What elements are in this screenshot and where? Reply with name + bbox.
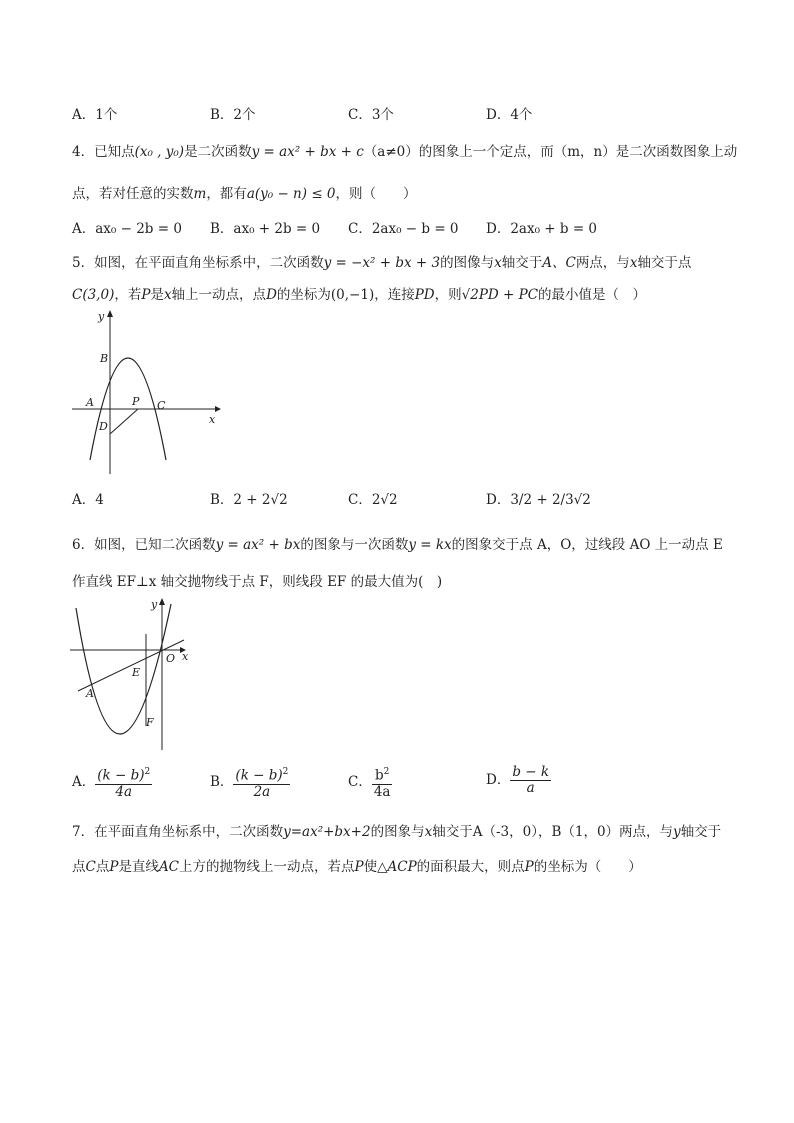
q5-segment: PD (414, 287, 435, 303)
q5-expression: √2PD + PC (461, 287, 539, 303)
q7-text: 点 (72, 859, 86, 875)
q5-line-1 (72, 251, 691, 271)
q5-text: 的最小值是（ ） (538, 287, 647, 303)
q7-line-1 (72, 820, 721, 840)
q4-text: 点，若对任意的实数 (72, 186, 194, 202)
q5-text: ，若 (114, 287, 142, 303)
q3-option-c: C．3个 (348, 107, 394, 123)
q6-text: 6．如图，已知二次函数 (72, 537, 216, 553)
q5-coordinate: (0,−1) (330, 287, 375, 303)
q7-line-2 (72, 855, 642, 875)
q5-option-a: A．4 (72, 492, 104, 508)
q5-text: 的坐标为 (276, 287, 331, 303)
q5-text: 两点，与 (575, 255, 630, 271)
q4-text: ，则（ ） (335, 186, 417, 202)
q5-text: 轴上一动点，点 (171, 287, 267, 303)
q6-label-y: y (151, 598, 158, 611)
q6-figure (70, 596, 196, 752)
q7-text: 上方的抛物线上一动点，若点 (179, 859, 355, 875)
q6-label-a: A (86, 687, 94, 700)
q7-variable: C (85, 859, 96, 875)
q6-option-b-fraction: $\frac{(k - b)^2}{2a}$ (235, 767, 289, 800)
q6-linear: y = kx (408, 537, 452, 553)
q5-text: 轴交于 (501, 255, 543, 271)
q5-x-arrow-icon (215, 406, 221, 412)
q7-text: 的图象与 (370, 824, 425, 840)
q6-option-d-fraction: $\frac{b - k}{a}$ (512, 764, 550, 796)
q5-points: A、C (542, 255, 576, 271)
q6-option-c-label: C． (348, 773, 372, 790)
q5-option-b: B．2 + 2√2 (210, 492, 288, 508)
q4-option-b: B．ax₀ + 2b = 0 (210, 221, 321, 237)
q4-text: ，都有 (206, 186, 247, 202)
q6-option-d (486, 765, 551, 796)
q5-y-arrow-icon (107, 310, 113, 317)
q6-option-b-label: B． (210, 773, 234, 790)
q5-segment-pd (110, 409, 138, 434)
q7-text: 是直线 (118, 859, 159, 875)
q4-condition: （a≠0） (363, 144, 419, 160)
q7-text: 7．在平面直角坐标系中，二次函数 (72, 824, 284, 840)
q6-quadratic: y = ax² + bx (215, 537, 301, 553)
q4-function: y = ax² + bx + c (251, 144, 364, 160)
q6-label-f: F (146, 716, 154, 729)
q4-line-2 (72, 182, 417, 202)
q4-option-c: C．2ax₀ − b = 0 (348, 221, 459, 237)
q6-text: 的图象交于点 A，O，过线段 AO 上一动点 E (451, 537, 723, 553)
q5-text: ，连接 (374, 287, 415, 303)
q6-label-x: x (182, 650, 189, 663)
q7-text: 轴交于 (680, 824, 722, 840)
q7-variable: y (673, 824, 681, 840)
q5-label-b: B (100, 352, 109, 365)
q7-segment: AC (158, 859, 180, 875)
q6-option-a (72, 765, 152, 800)
q3-option-d: D．4个 (486, 107, 533, 123)
q5-label-a: A (86, 396, 94, 409)
q6-option-b (210, 765, 290, 800)
q5-variable: x (629, 255, 638, 271)
q7-variable: P (524, 859, 534, 875)
q4-option-a: A．ax₀ − 2b = 0 (72, 221, 182, 237)
q7-triangle: △ACP (377, 859, 417, 875)
q7-variable: P (354, 859, 364, 875)
q7-variable: P (109, 859, 119, 875)
q5-function: y = −x² + bx + 3 (323, 255, 441, 271)
q4-text: 是二次函数 (184, 144, 252, 160)
q4-point: (x₀ , y₀) (134, 144, 185, 160)
q6-option-a-label: A． (72, 773, 96, 790)
q5-variable: x (163, 287, 172, 303)
q5-text: 轴交于点 (637, 255, 692, 271)
q5-text: ，则 (434, 287, 462, 303)
q4-option-d: D．2ax₀ + b = 0 (486, 221, 598, 237)
q5-label-p: P (132, 395, 140, 408)
q6-option-a-fraction: $\frac{(k - b)^2}{4a}$ (97, 767, 151, 800)
q6-text: 的图象与一次函数 (300, 537, 409, 553)
q4-text: 4．已知点 (72, 144, 135, 160)
q5-label-x: x (209, 413, 216, 426)
q6-line-ao (78, 640, 184, 691)
q6-label-o: O (166, 652, 176, 665)
q5-variable: D (266, 287, 277, 303)
q5-option-d: D．3/2 + 2/3√2 (486, 492, 591, 508)
q7-text: 的面积最大，则点 (416, 859, 525, 875)
q5-text: 5．如图，在平面直角坐标系中，二次函数 (72, 255, 324, 271)
q4-inequality: a(y₀ − n) ≤ 0 (246, 186, 336, 202)
q7-points: A（-3，0），B（1，0）两点，与 (472, 824, 674, 840)
q5-option-c: C．2√2 (348, 492, 398, 508)
q5-text: 是 (150, 287, 164, 303)
q5-label-y: y (98, 310, 105, 323)
q5-point-c: C(3,0) (72, 287, 115, 303)
q5-variable: P (141, 287, 151, 303)
q3-option-b: B．2个 (210, 107, 256, 123)
q6-line-2: 作直线 EF⊥x 轴交抛物线于点 F，则线段 EF 的最大值为( ) (72, 574, 443, 590)
q6-line-1 (72, 533, 723, 553)
q7-text: 点 (95, 859, 110, 875)
q6-label-e: E (132, 666, 141, 679)
q5-figure (72, 308, 222, 478)
q7-text: 的坐标为（ ） (533, 859, 642, 875)
q7-variable: x (424, 824, 433, 840)
q3-option-a: A．1个 (72, 107, 118, 123)
q5-label-c: C (157, 399, 166, 412)
q5-variable: x (494, 255, 502, 271)
q4-text: 的图象上一个定点，而（m，n）是二次函数图象上动 (418, 144, 738, 160)
q5-label-d: D (99, 420, 108, 433)
q6-option-c-fraction: $\frac{b^2}{4a}$ (373, 767, 391, 800)
q7-text: 轴交于 (432, 824, 473, 840)
q6-option-c (348, 765, 392, 800)
q5-line-2 (72, 283, 646, 303)
q6-y-arrow-icon (159, 598, 165, 605)
q7-text: 使 (363, 859, 378, 875)
q5-text: 的图像与 (440, 255, 495, 271)
q4-line-1 (72, 140, 737, 160)
q4-variable: m (193, 186, 207, 202)
q7-function: y=ax²+bx+2 (283, 824, 371, 840)
q6-option-d-label: D． (486, 772, 511, 788)
